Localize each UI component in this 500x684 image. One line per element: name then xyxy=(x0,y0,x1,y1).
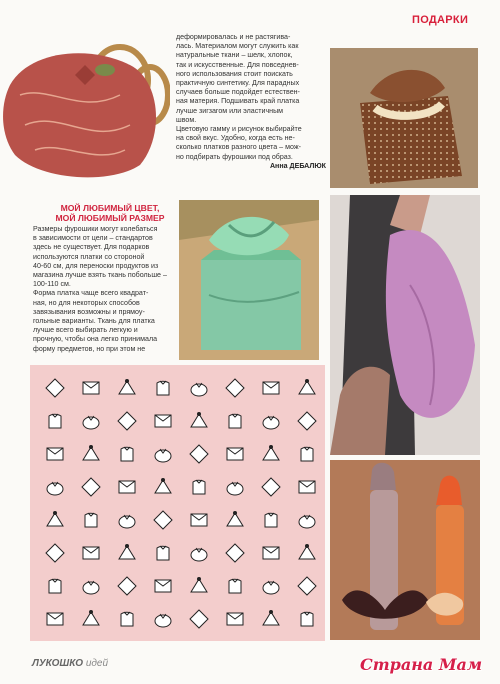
text-line: сколько платков разного цвета – мож- xyxy=(176,143,301,152)
fold-diagram-icon xyxy=(224,608,246,630)
fold-diagram-icon xyxy=(260,509,282,531)
fold-diagram-icon xyxy=(188,410,210,432)
fold-diagram-icon xyxy=(116,443,138,465)
text-line: в зависимости от цели – стандартов xyxy=(33,234,153,243)
fold-diagram-icon xyxy=(80,410,102,432)
text-line: ная, но для некоторых способов xyxy=(33,298,140,307)
text-line: магазина лучше взять ткань побольше – 100-110 см. xyxy=(33,271,167,289)
fold-diagram-icon xyxy=(296,575,318,597)
fold-diagram-icon xyxy=(80,476,102,498)
author: Анна ДЕБАЛЮК xyxy=(269,161,326,170)
section-title: ПОДАРКИ xyxy=(412,14,469,26)
fold-diagram-icon xyxy=(296,476,318,498)
green-wrapped-box-photo xyxy=(179,200,319,360)
fold-diagram-icon xyxy=(116,377,138,399)
fold-diagram-icon xyxy=(80,377,102,399)
red-furoshiki-bag-photo xyxy=(0,25,170,185)
fold-diagram-icon xyxy=(224,476,246,498)
fold-diagram-icon xyxy=(224,377,246,399)
fold-diagram-icon xyxy=(44,509,66,531)
folding-diagrams xyxy=(30,365,325,641)
text-line: лучше зигзагом или эластичным xyxy=(176,106,284,115)
fold-diagram-icon xyxy=(296,410,318,432)
logo-sub: идей xyxy=(85,658,109,669)
text-line: практичную синтетику. Для парадных xyxy=(176,79,300,88)
text-line: лучше всего выбирать легкую и xyxy=(33,326,138,335)
fold-diagram-icon xyxy=(80,443,102,465)
fold-diagram-icon xyxy=(188,575,210,597)
intro-column xyxy=(176,33,326,171)
text-line: завязывания возможны и прямоу- xyxy=(33,307,145,316)
text-line: но подбирать фурошики под образ. xyxy=(176,152,293,161)
bottle-wraps-photo xyxy=(330,460,480,640)
logo-text: ЛУКОШКО xyxy=(32,658,84,669)
fold-diagram-icon xyxy=(188,608,210,630)
fold-diagram-icon xyxy=(296,608,318,630)
fold-diagram-icon xyxy=(44,476,66,498)
fold-diagram-icon xyxy=(224,575,246,597)
fold-diagram-icon xyxy=(44,410,66,432)
text-line: прочную, чтобы она легко принимала xyxy=(33,335,158,344)
watermark: Страна Мам xyxy=(360,655,483,674)
text-line: натуральные ткани – шелк, хлопок, xyxy=(176,51,293,60)
body-column xyxy=(33,225,175,354)
text-line: случаев больше подойдет естествен- xyxy=(176,88,300,97)
text-line: на свой вкус. Удобно, когда есть не- xyxy=(176,134,295,143)
fold-diagram-icon xyxy=(296,542,318,564)
text-line: здесь не существует. Для подарков xyxy=(33,243,150,252)
text-line: Форма платка чаще всего квадрат- xyxy=(33,289,149,298)
fold-diagram-icon xyxy=(296,377,318,399)
fold-diagram-icon xyxy=(188,377,210,399)
fold-diagram-icon xyxy=(116,542,138,564)
fold-diagram-icon xyxy=(116,575,138,597)
fold-diagram-icon xyxy=(188,443,210,465)
fold-diagram-icon xyxy=(152,509,174,531)
fold-diagram-icon xyxy=(224,509,246,531)
text-line: форму предметов, но при этом не xyxy=(33,344,146,353)
fold-diagram-icon xyxy=(44,377,66,399)
fold-diagram-icon xyxy=(296,509,318,531)
fold-diagram-icon xyxy=(152,476,174,498)
fold-diagram-icon xyxy=(152,575,174,597)
fold-diagram-icon xyxy=(116,509,138,531)
text-line: швом. xyxy=(176,115,197,124)
fold-diagram-icon xyxy=(80,542,102,564)
fold-diagram-icon xyxy=(260,608,282,630)
fold-diagram-icon xyxy=(152,377,174,399)
brown-dotted-gift-photo xyxy=(330,48,478,188)
fold-diagram-icon xyxy=(188,476,210,498)
fold-diagram-icon xyxy=(260,542,282,564)
text-line: гольные варианты. Ткань для платка xyxy=(33,317,155,326)
magazine-logo xyxy=(32,658,108,669)
text-line: лась. Материалом могут служить как xyxy=(176,42,299,51)
text-line: деформировалась и не растягива- xyxy=(176,33,291,41)
fold-diagram-icon xyxy=(116,476,138,498)
fold-diagram-icon xyxy=(260,377,282,399)
fold-diagram-icon xyxy=(44,575,66,597)
text-line: используются платки со стороной xyxy=(33,252,145,261)
text-line: ного использования стоит поискать xyxy=(176,69,293,78)
fold-diagram-icon xyxy=(152,443,174,465)
fold-diagram-icon xyxy=(224,542,246,564)
text-line: ная материя. Подшивать край платка xyxy=(176,97,300,106)
fold-diagram-icon xyxy=(80,575,102,597)
fold-diagram-icon xyxy=(44,443,66,465)
text-line: 40-60 см, для переноски продуктов из xyxy=(33,261,159,270)
fold-diagram-icon xyxy=(152,542,174,564)
subheading xyxy=(40,203,180,223)
fold-diagram-icon xyxy=(80,608,102,630)
fold-diagram-icon xyxy=(44,608,66,630)
fold-diagram-icon xyxy=(116,410,138,432)
fold-diagram-icon xyxy=(224,443,246,465)
fold-diagram-icon xyxy=(296,443,318,465)
fold-diagram-icon xyxy=(116,608,138,630)
text-line: Цветовую гамму и рисунок выбирайте xyxy=(176,125,302,134)
subheading-line: МОЙ ЛЮБИМЫЙ РАЗМЕР xyxy=(55,213,165,223)
text-line: Размеры фурошики могут колебаться xyxy=(33,225,158,233)
fold-diagram-icon xyxy=(44,542,66,564)
fold-diagram-icon xyxy=(224,410,246,432)
fold-diagram-icon xyxy=(188,509,210,531)
fold-diagram-icon xyxy=(188,542,210,564)
fold-diagram-icon xyxy=(80,509,102,531)
fold-diagram-icon xyxy=(260,575,282,597)
fold-diagram-icon xyxy=(152,410,174,432)
subheading-line: МОЙ ЛЮБИМЫЙ ЦВЕТ, xyxy=(60,203,160,213)
text-line: так и искусственные. Для повседнев- xyxy=(176,60,299,69)
fold-diagram-icon xyxy=(260,410,282,432)
fold-diagram-icon xyxy=(152,608,174,630)
purple-shoulder-bag-photo xyxy=(330,195,480,455)
fold-diagram-icon xyxy=(260,476,282,498)
fold-diagram-icon xyxy=(260,443,282,465)
